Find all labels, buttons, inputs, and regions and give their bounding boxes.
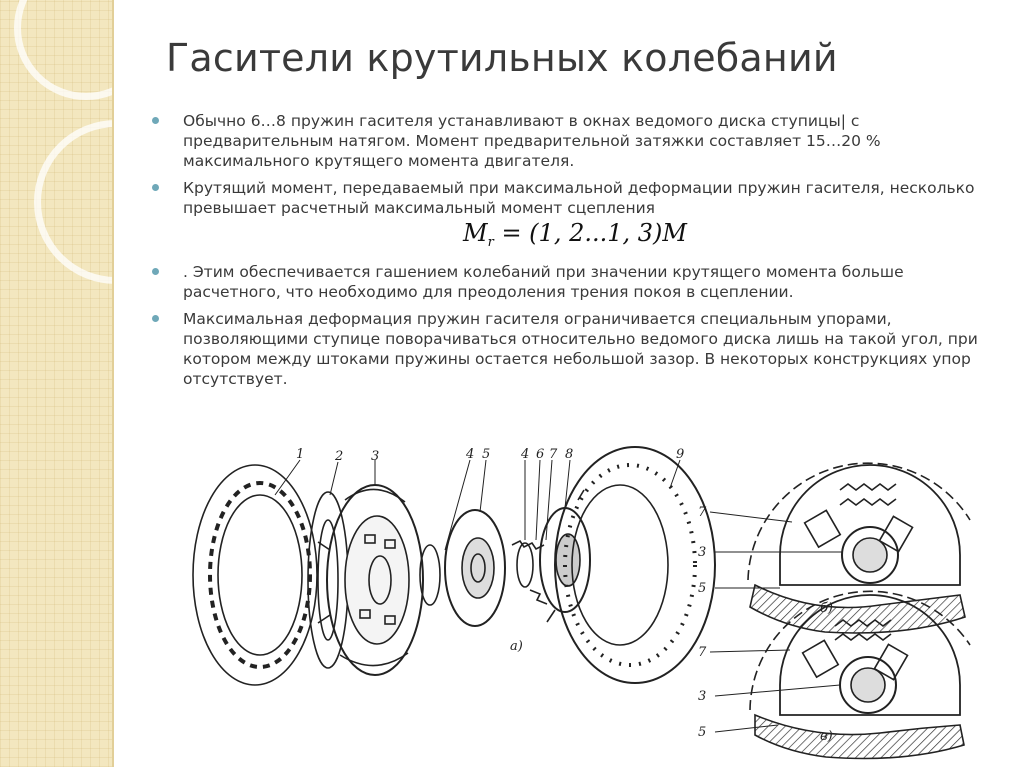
bullet-dot-icon	[152, 117, 159, 124]
detail-number-label: 7	[698, 505, 707, 520]
part-number-label: 8	[565, 447, 574, 462]
detail-number-label: 3	[698, 689, 707, 704]
slide-title: Гасители крутильных колебаний	[166, 36, 838, 80]
part-number-label: 4	[521, 447, 530, 462]
part-number-label: 9	[676, 447, 685, 462]
formula-rhs: = (1, 2...1, 3)M	[493, 219, 687, 247]
clutch-disc-svg	[180, 440, 1000, 765]
bullet-item	[150, 111, 1000, 171]
friction-lining-part	[193, 465, 317, 685]
detail-number-label: 5	[698, 581, 707, 596]
hub-part	[445, 510, 505, 626]
part-number-label: 1	[296, 447, 305, 462]
bullet-dot-icon	[152, 268, 159, 275]
bullet-item	[150, 262, 1000, 302]
clutch-disc-drawing	[180, 440, 1000, 765]
part-number-label: 7	[549, 447, 558, 462]
bullet-list	[150, 111, 1000, 396]
part-number-label: 2	[335, 449, 344, 464]
petal-disc-part	[318, 485, 423, 675]
torque-formula	[150, 218, 1000, 258]
detail-number-label: 5	[698, 725, 707, 740]
detail-c-numbers	[698, 645, 707, 740]
bullet-text: Крутящий момент, передаваемый при максимальной деформации пружин гасителя, несколько превышает расчетный максимальный момент сцепления	[183, 179, 975, 217]
bullet-item	[150, 178, 1000, 218]
detail-number-label: 7	[698, 645, 707, 660]
view-label-b: б)	[820, 601, 834, 616]
bullet-text: Максимальная деформация пружин гасителя ограничивается специальным упорами, позволяющими ступице поворачиваться относительно ведомого диска лишь на такой угол, при котором между штоками пружины остается небольшой зазор. В некоторых конструкциях упор отсутствует.	[183, 310, 978, 388]
bullet-item	[150, 309, 1000, 389]
part-number-labels	[296, 447, 684, 464]
decorative-ring-top	[14, 0, 158, 100]
detail-view-b	[748, 463, 970, 633]
formula-lhs: M	[463, 219, 488, 247]
bullet-text: Обычно 6…8 пружин гасителя устанавливают в окнах ведомого диска ступицы| с предварительным натягом. Момент предварительной затяжки составляет 15…20 % максимального крутящего момента двигателя.	[183, 112, 881, 170]
detail-number-label: 3	[698, 545, 707, 560]
detail-b-numbers	[698, 505, 707, 596]
part-number-label: 6	[536, 447, 545, 462]
bullet-text: . Этим обеспечивается гашением колебаний при значении крутящего момента больше расчетного, что необходимо для преодоления трения покоя в сцеплении.	[183, 263, 904, 301]
decorative-side-panel	[0, 0, 112, 767]
part-number-label: 5	[482, 447, 491, 462]
view-label-c: в)	[820, 729, 833, 744]
formula-subscript: r	[487, 235, 494, 250]
damper-springs-part	[512, 541, 547, 604]
side-panel-edge	[112, 0, 114, 767]
part-number-label: 3	[371, 449, 380, 464]
bullet-dot-icon	[152, 315, 159, 322]
bullet-dot-icon	[152, 184, 159, 191]
part-number-label: 4	[466, 447, 475, 462]
view-label-a: а)	[510, 639, 523, 654]
